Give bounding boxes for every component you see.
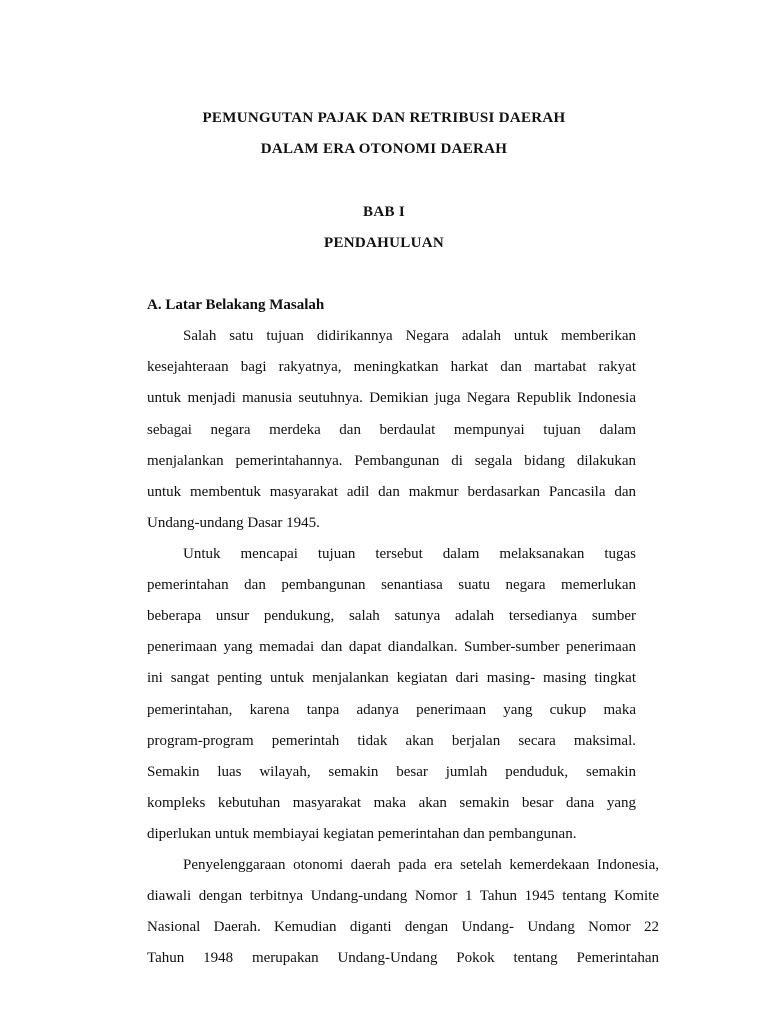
paragraph-line: Salah satu tujuan didirikannya Negara adalah untuk memberikan xyxy=(183,328,636,344)
document-title-line-1: PEMUNGUTAN PAJAK DAN RETRIBUSI DAERAH xyxy=(202,110,566,126)
paragraph-line: menjalankan pemerintahannya. Pembangunan di segala bidang dilakukan xyxy=(147,453,636,469)
paragraph-line: Untuk mencapai tujuan tersebut dalam melaksanakan tugas xyxy=(183,546,636,562)
document-title-line-2: DALAM ERA OTONOMI DAERAH xyxy=(260,141,508,157)
chapter-number: BAB I xyxy=(363,204,405,220)
paragraph-line: penerimaan yang memadai dan dapat diandalkan. Sumber-sumber penerimaan xyxy=(147,639,636,655)
paragraph-line: diawali dengan terbitnya Undang-undang Nomor 1 Tahun 1945 tentang Komite xyxy=(147,888,659,904)
paragraph-line: ini sangat penting untuk menjalankan kegiatan dari masing- masing tingkat xyxy=(147,670,636,686)
paragraph-line: Nasional Daerah. Kemudian diganti dengan Undang- Undang Nomor 22 xyxy=(147,919,659,935)
paragraph-line: sebagai negara merdeka dan berdaulat mempunyai tujuan dalam xyxy=(147,422,636,438)
paragraph-line: pemerintahan dan pembangunan senantiasa suatu negara memerlukan xyxy=(147,577,636,593)
paragraph-line: Semakin luas wilayah, semakin besar jumlah penduduk, semakin xyxy=(147,764,636,780)
paragraph-line: kesejahteraan bagi rakyatnya, meningkatkan harkat dan martabat rakyat xyxy=(147,359,636,375)
paragraph-line: untuk membentuk masyarakat adil dan makmur berdasarkan Pancasila dan xyxy=(147,484,636,500)
section-heading: A. Latar Belakang Masalah xyxy=(147,297,325,313)
paragraph-line: program-program pemerintah tidak akan berjalan secara maksimal. xyxy=(147,733,636,749)
chapter-title: PENDAHULUAN xyxy=(324,235,444,251)
paragraph-line: Penyelenggaraan otonomi daerah pada era setelah kemerdekaan Indonesia, xyxy=(183,857,659,873)
paragraph-line: Undang-undang Dasar 1945. xyxy=(147,515,320,531)
paragraph-line: kompleks kebutuhan masyarakat maka akan semakin besar dana yang xyxy=(147,795,636,811)
paragraph-line: Tahun 1948 merupakan Undang-Undang Pokok tentang Pemerintahan xyxy=(147,950,659,966)
paragraph-line: pemerintahan, karena tanpa adanya penerimaan yang cukup maka xyxy=(147,702,636,718)
paragraph-line: diperlukan untuk membiayai kegiatan pemerintahan dan pembangunan. xyxy=(147,826,577,842)
paragraph-line: beberapa unsur pendukung, salah satunya adalah tersedianya sumber xyxy=(147,608,636,624)
paragraph-line: untuk menjadi manusia seutuhnya. Demikian juga Negara Republik Indonesia xyxy=(147,390,636,406)
